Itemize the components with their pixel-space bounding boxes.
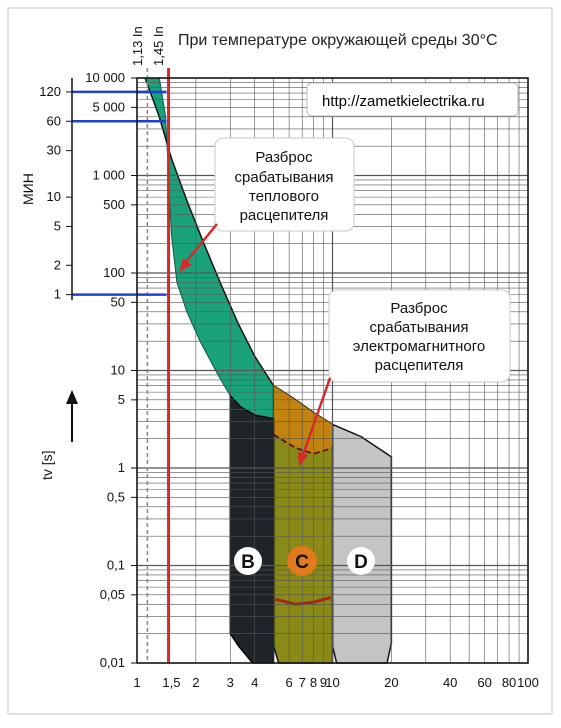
x-tick-label: 1,5 — [162, 675, 181, 690]
y-tick-label: 0,01 — [99, 655, 125, 670]
x-tick-label: 2 — [192, 675, 200, 690]
y-tick-label: 0,05 — [99, 586, 125, 602]
thermal-callout-line-3: теплового — [248, 188, 320, 205]
magnetic-callout-line-3: электромагнитного — [352, 338, 486, 355]
x-tick-label: 100 — [517, 675, 539, 690]
y-tick-label: 50 — [110, 294, 125, 310]
curve-b-area — [230, 396, 273, 663]
url-text[interactable]: http://zametkielectrika.ru — [322, 93, 485, 110]
curve-c-badge — [287, 546, 317, 576]
x-tick-label: 60 — [477, 675, 492, 690]
curve-d-badge — [347, 547, 375, 575]
chart-title: При температуре окружающей среды 30°C — [178, 32, 498, 49]
thermal-callout-line-1: Разброс — [255, 149, 313, 166]
y-tick-label: 10 000 — [85, 70, 125, 85]
x-tick-label: 6 — [285, 675, 293, 690]
y-tick-label: 500 — [103, 196, 125, 212]
x-tick-label: 10 — [325, 675, 340, 690]
marker-label-113: 1,13 In — [130, 26, 145, 66]
x-tick-label: 40 — [442, 675, 458, 690]
magnetic-callout-line-2: срабатывания — [369, 319, 469, 336]
curve-c-label: C — [295, 552, 309, 573]
minute-tick-label: 1 — [53, 286, 61, 302]
curve-d-area — [333, 424, 392, 663]
minute-tick-label: 10 — [46, 189, 61, 205]
thermal-callout-line-4: расцепителя — [239, 207, 329, 224]
curve-d-label: D — [354, 552, 368, 573]
min-axis-label: МИН — [20, 173, 36, 205]
minute-tick-label: 5 — [53, 218, 61, 234]
marker-label-145: 1,45 In — [151, 26, 166, 66]
y-tick-label: 100 — [103, 265, 125, 280]
x-tick-label: 3 — [226, 675, 234, 690]
x-tick-label: 1 — [133, 675, 141, 690]
thermal-callout-line-2: срабатывания — [234, 169, 334, 186]
minute-tick-label: 60 — [46, 113, 61, 129]
minute-tick-label: 120 — [39, 83, 61, 99]
x-tick-label: 4 — [251, 675, 259, 690]
magnetic-callout-line-4: расцепителя — [374, 357, 464, 374]
magnetic-callout-line-1: Разброс — [390, 300, 448, 317]
y-tick-label: 1 000 — [92, 167, 125, 183]
y-tick-label: 5 000 — [92, 99, 125, 115]
y-axis-label: tv [s] — [39, 450, 55, 480]
y-tick-label: 0,1 — [106, 557, 125, 573]
y-tick-label: 0,5 — [106, 489, 125, 505]
x-tick-label: 80 — [501, 675, 517, 690]
x-tick-label: 20 — [384, 675, 399, 690]
minute-tick-label: 2 — [53, 257, 61, 273]
y-tick-label: 10 — [110, 362, 125, 378]
x-tick-label: 7 — [298, 675, 306, 690]
y-tick-label: 5 — [117, 391, 125, 407]
minute-tick-label: 30 — [46, 142, 61, 158]
x-tick-label: 8 — [309, 675, 318, 690]
curve-b-badge — [234, 547, 262, 575]
y-tick-label: 1 — [117, 460, 125, 475]
curve-b-label: B — [241, 552, 255, 573]
x-tick-label: 9 — [319, 675, 328, 690]
